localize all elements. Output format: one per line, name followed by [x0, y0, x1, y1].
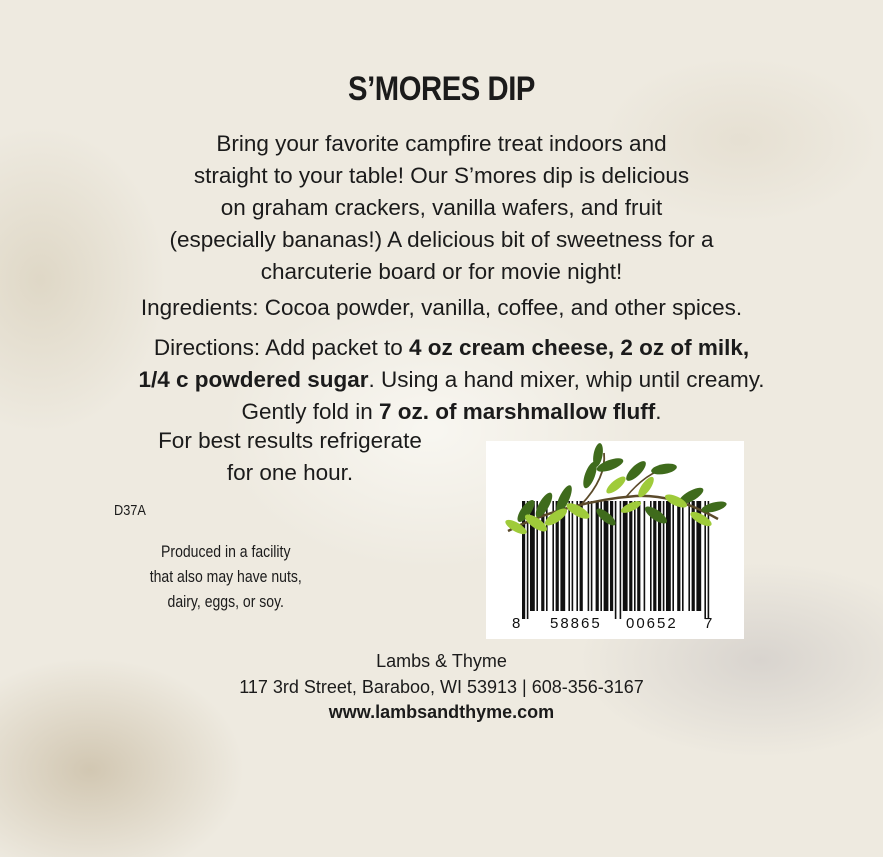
- barcode-bar: [677, 501, 680, 611]
- barcode-bar: [672, 501, 674, 611]
- company-address: 117 3rd Street, Baraboo, WI 53913 | 608-356-3167: [239, 677, 644, 697]
- barcode-bar: [568, 501, 570, 611]
- allergen-line: Produced in a facility: [161, 543, 291, 561]
- allergen-line: dairy, eggs, or soy.: [167, 593, 284, 611]
- barcode-bar: [644, 501, 646, 611]
- ingredients-text: Ingredients: Cocoa powder, vanilla, coffee, and other spices.: [140, 295, 743, 320]
- directions-line: [60, 364, 843, 396]
- barcode-bar: [682, 501, 684, 611]
- barcode-bar: [637, 501, 640, 611]
- directions-text-bold: 4 oz cream cheese, 2 oz of milk,: [408, 335, 750, 360]
- directions-text: [60, 332, 843, 428]
- directions-text-bold: 1/4 c powdered sugar: [138, 367, 369, 392]
- storage-note: [140, 425, 440, 489]
- product-description: [100, 128, 783, 288]
- barcode-bar: [546, 501, 548, 611]
- barcode: [486, 441, 744, 639]
- barcode-bar: [572, 501, 574, 611]
- storage-note-line: For best results refrigerate: [158, 428, 422, 453]
- directions-text-bold: 7 oz. of marshmallow fluff: [379, 399, 656, 424]
- allergen-notice: [128, 540, 324, 615]
- barcode-bar: [634, 501, 636, 611]
- description-line: (especially bananas!) A delicious bit of sweetness for a: [169, 227, 714, 252]
- allergen-line: that also may have nuts,: [149, 568, 302, 586]
- directions-text-regular: Gently fold in: [241, 399, 380, 424]
- barcode-bar: [666, 501, 671, 611]
- directions-text-regular: Directions: Add packet to: [153, 335, 409, 360]
- directions-text-regular: .: [655, 399, 662, 424]
- barcode-bar: [615, 501, 617, 619]
- barcode-bar: [620, 501, 622, 619]
- description-line: charcuterie board or for movie night!: [260, 259, 623, 284]
- barcode-bar: [623, 501, 628, 611]
- barcode-bar: [629, 501, 632, 611]
- barcode-digit: 58865: [550, 615, 602, 632]
- barcode-digit: 00652: [626, 615, 678, 632]
- description-line: straight to your table! Our S’mores dip is delicious: [193, 163, 690, 188]
- barcode-bar: [576, 501, 578, 611]
- product-code: D37A: [114, 502, 146, 519]
- company-name: Lambs & Thyme: [376, 651, 507, 671]
- barcode-bar: [596, 501, 599, 611]
- company-website[interactable]: www.lambsandthyme.com: [328, 702, 555, 722]
- description-line: Bring your favorite campfire treat indoors and: [216, 131, 667, 156]
- directions-line: [60, 396, 843, 428]
- company-contact: [0, 648, 883, 700]
- barcode-bar: [688, 501, 690, 611]
- directions-line: [60, 332, 843, 364]
- barcode-bar: [591, 501, 593, 611]
- barcode-digit: 8: [512, 615, 521, 632]
- barcode-graphic: [486, 441, 744, 639]
- directions-text-regular: . Using a hand mixer, whip until creamy.: [368, 367, 765, 392]
- product-title: S’MORES DIP: [348, 70, 535, 108]
- description-line: on graham crackers, vanilla wafers, and fruit: [220, 195, 663, 220]
- storage-note-line: for one hour.: [226, 460, 354, 485]
- barcode-digit: 7: [704, 615, 713, 632]
